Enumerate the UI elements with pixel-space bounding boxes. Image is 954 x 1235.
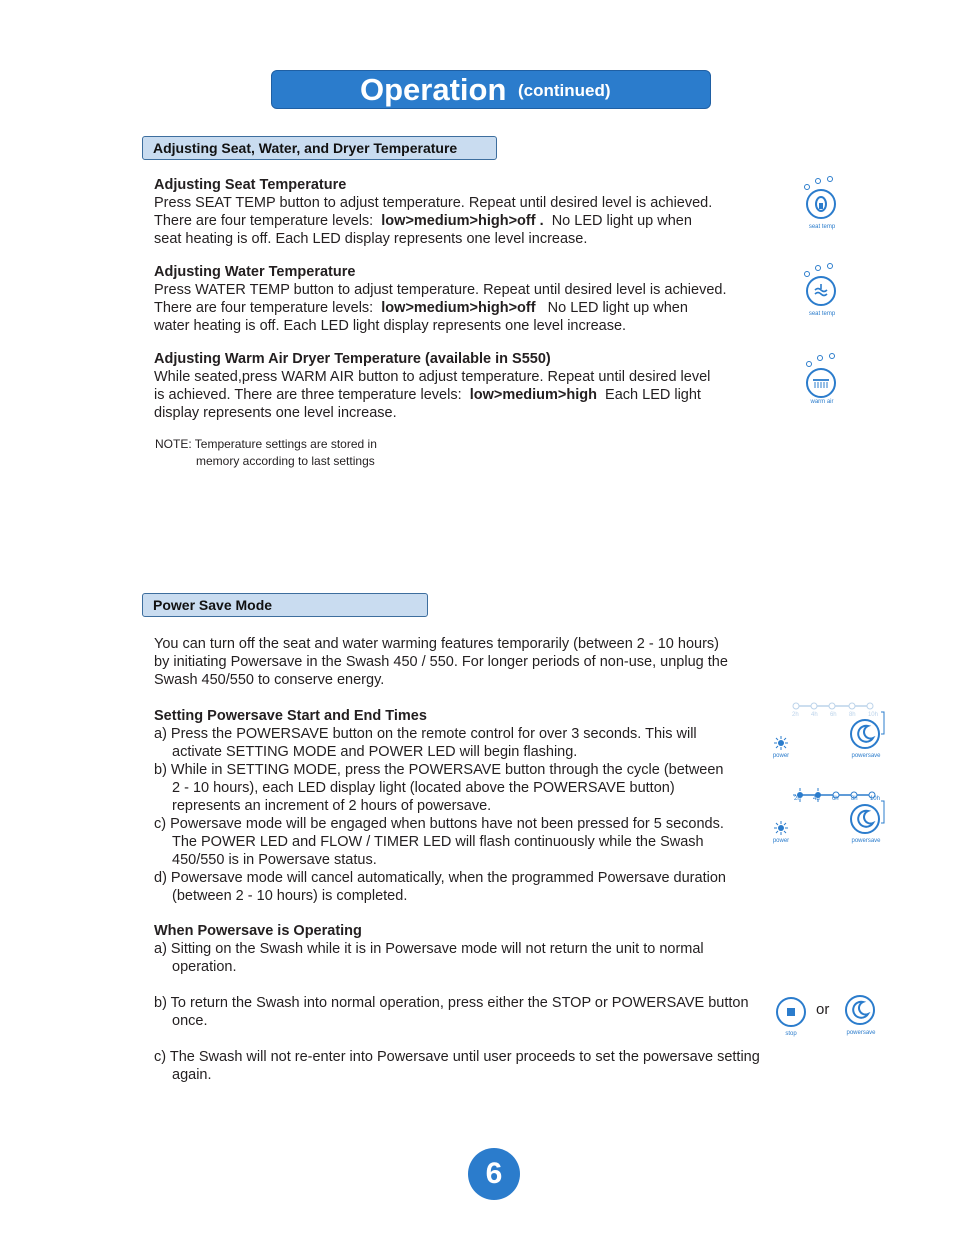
dryer-temp-line3: display represents one level increase. [154,405,397,421]
water-temp-line1: Press WATER TEMP button to adjust temperature. Repeat until desired level is achieved. [154,282,727,298]
setting-powersave-block [154,707,729,905]
seat-temp-button-icon [800,175,844,233]
intro-line1: You can turn off the seat and water warming features temporarily (between 2 - 10 hours) [154,636,720,652]
temperature-note [155,436,377,470]
power-save-intro [154,635,774,689]
note-line2: memory according to last settings [196,454,375,468]
setting-item: c) Powersave mode will be engaged when buttons have not been pressed for 5 seconds. The POWER LED and FLOW / TIMER LED will flash continuously while the Swash 450/550 is in Powersave status. [154,816,724,868]
seat-temp-icon [806,189,836,219]
operating-item: a) Sitting on the Swash while it is in Powersave mode will not return the unit to normal operation. [154,941,704,975]
power-caption: power [772,838,790,844]
water-temp-icon [806,276,836,306]
led-icon [804,271,810,277]
water-temp-line2: There are four temperature levels: low>medium>high>off No LED light up when [154,300,688,316]
seat-temp-line3: seat heating is off. Each LED display represents one level increase. [154,231,588,247]
powersave-diagram-setting [768,697,893,767]
power-caption: power [772,753,790,759]
led-icon [827,176,833,182]
seat-temp-block [154,176,774,248]
page-title-bar [271,70,711,109]
note-line1: NOTE: Temperature settings are stored in [155,437,377,451]
warm-air-icon [806,368,836,398]
intro-line2: by initiating Powersave in the Swash 450 / 550. For longer periods of non-use, unplug the [154,654,728,670]
water-temp-line3: water heating is off. Each LED light display represents one level increase. [154,318,627,334]
led-icon [829,353,835,359]
section-label-temperature: Adjusting Seat, Water, and Dryer Temperature [142,136,497,160]
timer-labels: 2h 4h 6h 8h 10h [792,712,878,718]
power-led-flash-icon [771,820,791,836]
page-subtitle: (continued) [518,81,611,100]
led-icon [827,263,833,269]
timer-labels: 2h 4h 6h 8h 10h [794,796,880,802]
powersave-caption: powersave [851,838,881,844]
powersave-caption: powersave [846,1030,876,1036]
powersave-icon [850,719,880,749]
dryer-temp-line2: is achieved. There are three temperature levels: low>medium>high Each LED light [154,387,701,403]
water-temp-button-icon [800,262,844,320]
powersave-operating-block [154,922,764,1084]
powersave-caption: powersave [851,753,881,759]
seat-temp-line2: There are four temperature levels: low>medium>high>off . No LED light up when [154,213,692,229]
dryer-temp-heading: Adjusting Warm Air Dryer Temperature (available in S550) [154,351,551,367]
page-title: Operation [360,72,507,107]
stop-caption: stop [785,1031,797,1037]
bracket-icon [880,800,886,824]
water-temp-heading: Adjusting Water Temperature [154,264,356,280]
setting-item: a) Press the POWERSAVE button on the remote control for over 3 seconds. This will activate SETTING MODE and POWER LED will begin flashing. [154,726,697,760]
led-icon [815,265,821,271]
seat-temp-line1: Press SEAT TEMP button to adjust temperature. Repeat until desired level is achieved. [154,195,713,211]
operating-item: b) To return the Swash into normal operation, press either the STOP or POWERSAVE button once. [154,995,749,1029]
section-label-power-save: Power Save Mode [142,593,428,617]
led-icon [817,355,823,361]
timer-led-strip-icon [792,701,876,711]
operating-heading: When Powersave is Operating [154,923,362,939]
intro-line3: Swash 450/550 to conserve energy. [154,672,385,688]
warm-air-caption: warm air [810,399,834,405]
dryer-temp-line1: While seated,press WARM AIR button to adjust temperature. Repeat until desired level [154,369,711,385]
page-number: 6 [468,1148,520,1200]
powersave-diagram-active [768,782,893,852]
setting-item: d) Powersave mode will cancel automatically, when the programmed Powersave duration (between 2 - 10 hours) is completed. [154,870,726,904]
power-led-flash-icon [771,735,791,751]
dryer-temp-block [154,350,774,422]
setting-heading: Setting Powersave Start and End Times [154,708,427,724]
operating-item: c) The Swash will not re-enter into Powersave until user proceeds to set the powersave setting again. [154,1049,760,1083]
or-text: or [816,1001,830,1018]
powersave-icon [845,995,875,1025]
bracket-icon [880,711,886,735]
led-icon [804,184,810,190]
warm-air-button-icon [800,352,844,410]
led-icon [815,178,821,184]
stop-icon [776,997,806,1027]
water-temp-caption: seat temp [808,311,836,317]
setting-item: b) While in SETTING MODE, press the POWERSAVE button through the cycle (between 2 - 10 hours), each LED display light (located above the POWERSAVE button) represents an increment of 2 hours of powersave. [154,762,724,814]
seat-temp-caption: seat temp [808,224,836,230]
water-temp-block [154,263,774,335]
led-icon [806,361,812,367]
seat-temp-heading: Adjusting Seat Temperature [154,177,347,193]
powersave-icon [850,804,880,834]
